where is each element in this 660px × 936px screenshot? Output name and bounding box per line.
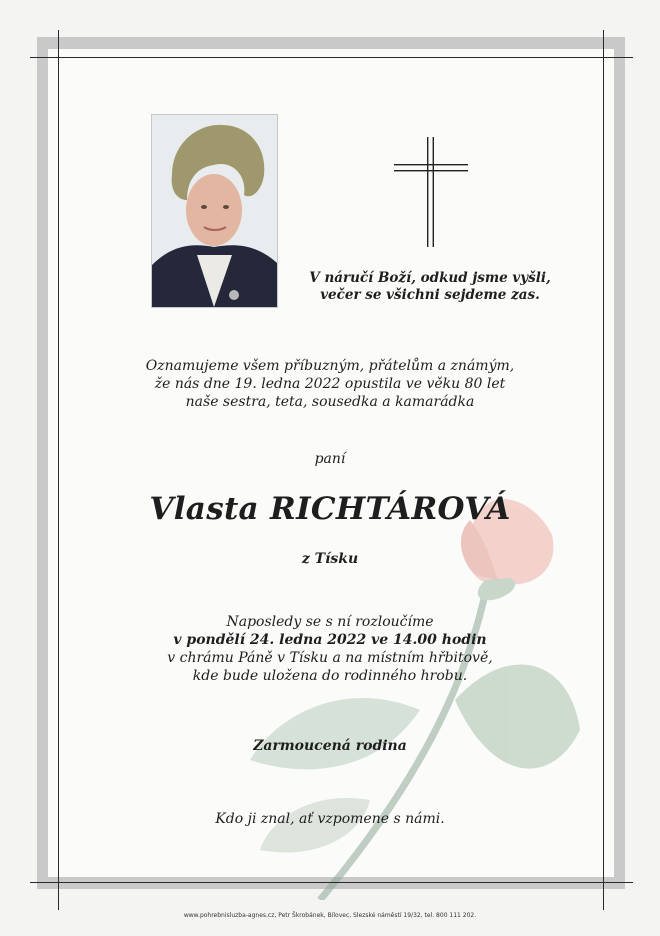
frame-line-top bbox=[30, 57, 633, 58]
announcement-line-3: naše sestra, teta, sousedka a kamarádka bbox=[185, 394, 475, 410]
frame-line-bottom bbox=[30, 882, 633, 883]
origin: z Tísku bbox=[301, 551, 359, 567]
last-name: RICHTÁROVÁ bbox=[270, 491, 511, 527]
ceremony-line-4: kde bude uložena do rodinného hrobu. bbox=[192, 668, 468, 684]
ceremony-line-1: Naposledy se s ní rozloučíme bbox=[226, 614, 434, 630]
border-band-top bbox=[37, 37, 625, 49]
first-name: Vlasta bbox=[149, 491, 259, 527]
deceased-name bbox=[0, 491, 660, 527]
announcement-line-2: že nás dne 19. ledna 2022 opustila ve věku 80 let bbox=[154, 376, 506, 392]
frame-line-right bbox=[603, 30, 604, 910]
salutation: paní bbox=[314, 451, 346, 467]
cross-icon bbox=[394, 137, 468, 247]
footer-contact: www.pohrebnisluzba-agnes.cz, Petr Škrobánek, Bílovec, Slezské náměstí 19/32, tel. 800 111 202. bbox=[183, 912, 477, 919]
motto-line-1: V náručí Boží, odkud jsme vyšli, bbox=[309, 270, 551, 286]
portrait-image bbox=[152, 115, 277, 307]
rose-watermark bbox=[240, 480, 600, 900]
frame-line-left bbox=[58, 30, 59, 910]
ceremony-line-3: v chrámu Páně v Tísku a na místním hřbitově, bbox=[167, 650, 493, 666]
closing-line: Kdo ji znal, ať vzpomene s námi. bbox=[215, 811, 445, 827]
motto-line-2: večer se všichni sejdeme zas. bbox=[320, 287, 540, 303]
announcement-line-1: Oznamujeme všem příbuzným, přátelům a známým, bbox=[145, 358, 515, 374]
ceremony-line-2: v pondělí 24. ledna 2022 ve 14.00 hodin bbox=[173, 632, 487, 648]
portrait-photo bbox=[151, 114, 278, 308]
signature: Zarmoucená rodina bbox=[253, 738, 407, 754]
